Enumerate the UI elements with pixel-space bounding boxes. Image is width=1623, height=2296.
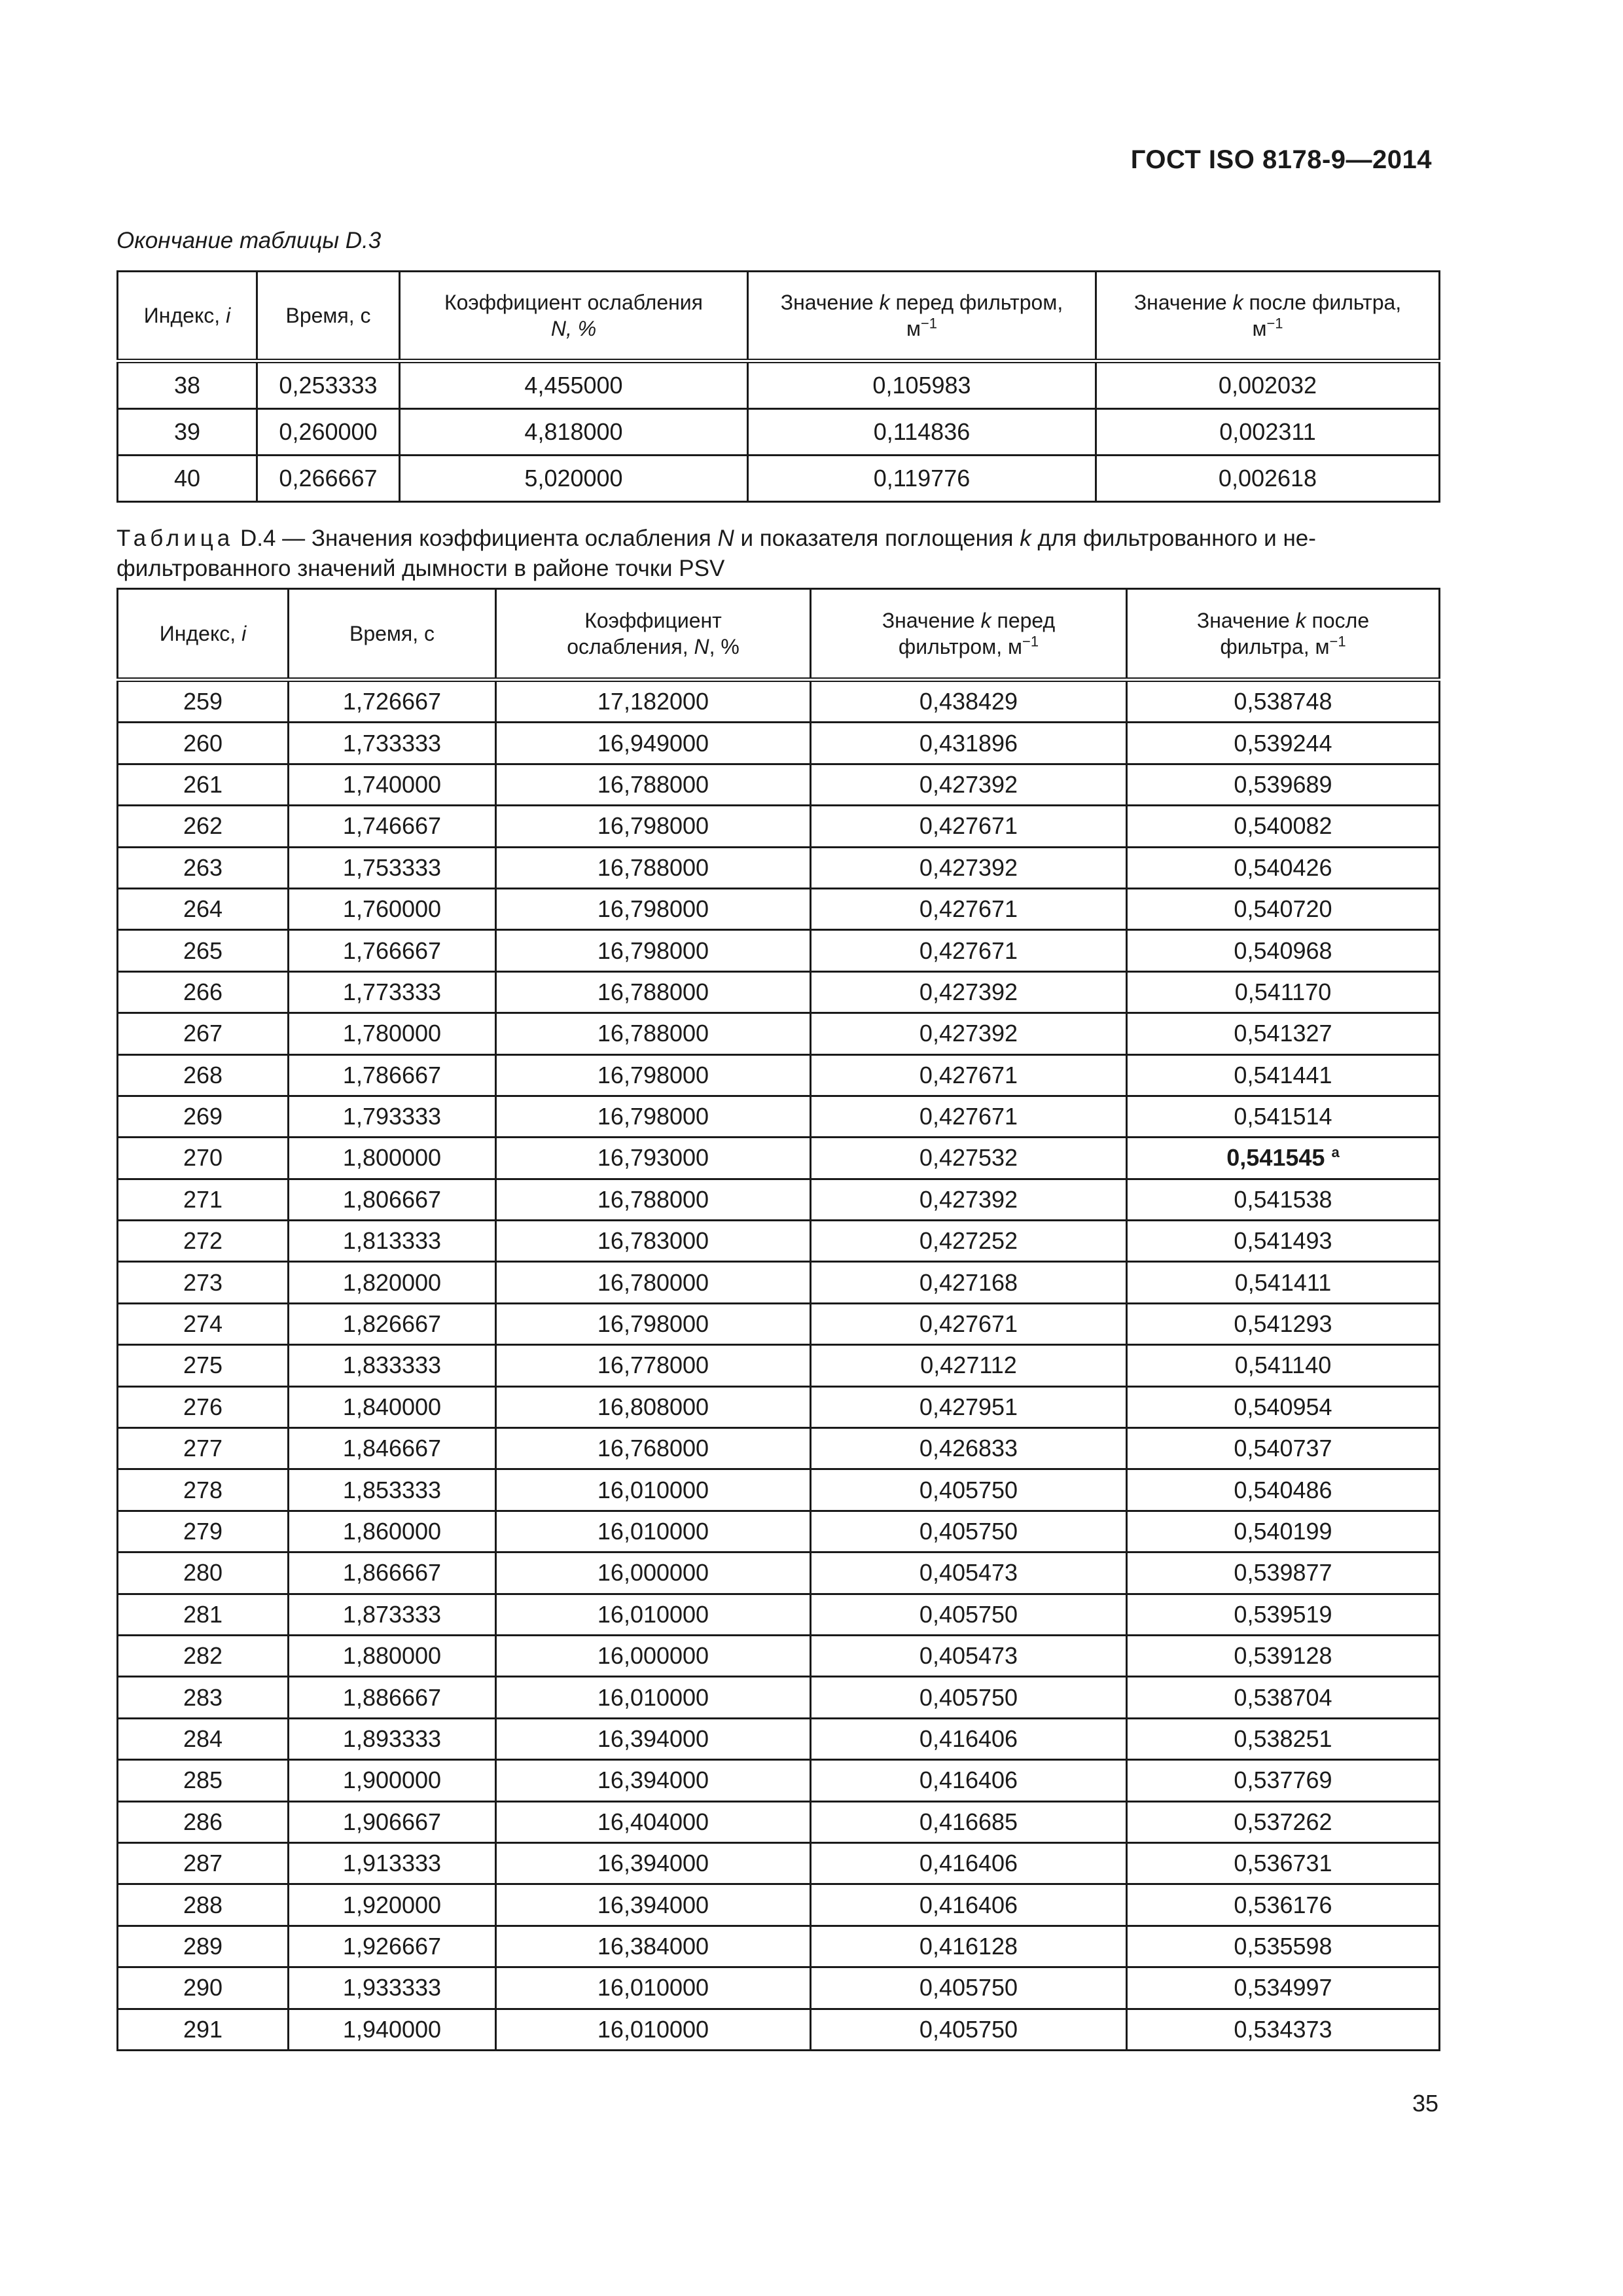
cell-time: 1,920000 [289, 1884, 496, 1926]
col-header-index: Индекс, i [118, 272, 257, 361]
cell-attenuation: 4,818000 [400, 409, 748, 456]
cell-time: 1,733333 [289, 723, 496, 764]
cell-index: 278 [118, 1469, 289, 1511]
cell-k-before: 0,427392 [811, 971, 1127, 1013]
cell-k-before: 0,405473 [811, 1552, 1127, 1594]
cell-attenuation: 16,394000 [496, 1760, 811, 1801]
cell-k-after: 0,541140 [1127, 1345, 1440, 1386]
table-d3-header-row [118, 272, 1440, 361]
cell-k-before: 0,416406 [811, 1842, 1127, 1884]
cell-attenuation: 16,404000 [496, 1801, 811, 1842]
cell-time: 0,253333 [257, 361, 400, 409]
cell-attenuation: 16,798000 [496, 1303, 811, 1344]
cell-index: 288 [118, 1884, 289, 1926]
cell-time: 1,913333 [289, 1842, 496, 1884]
cell-attenuation: 16,788000 [496, 764, 811, 805]
cell-index: 39 [118, 409, 257, 456]
table-row [118, 930, 1440, 971]
table-row [118, 2009, 1440, 2050]
cell-attenuation: 16,394000 [496, 1718, 811, 1759]
cell-attenuation: 16,010000 [496, 1511, 811, 1552]
cell-k-before: 0,405750 [811, 1469, 1127, 1511]
cell-time: 1,746667 [289, 806, 496, 847]
cell-attenuation: 16,808000 [496, 1386, 811, 1427]
cell-k-after: 0,537769 [1127, 1760, 1440, 1801]
cell-time: 1,806667 [289, 1179, 496, 1220]
cell-time: 1,773333 [289, 971, 496, 1013]
table-d3-caption: Окончание таблицы D.3 [116, 228, 382, 253]
cell-k-after: 0,540968 [1127, 930, 1440, 971]
table-row [118, 1096, 1440, 1137]
cell-index: 287 [118, 1842, 289, 1884]
cell-k-before: 0,405750 [811, 1594, 1127, 1635]
table-row [118, 971, 1440, 1013]
table-row [118, 1221, 1440, 1262]
page-number: 35 [1412, 2090, 1438, 2117]
cell-attenuation: 4,455000 [400, 361, 748, 409]
cell-index: 269 [118, 1096, 289, 1137]
cell-time: 1,906667 [289, 1801, 496, 1842]
document-code: ГОСТ ISO 8178-9—2014 [1130, 145, 1432, 174]
cell-k-after: 0,540720 [1127, 888, 1440, 929]
cell-k-after: 0,537262 [1127, 1801, 1440, 1842]
table-row [118, 1054, 1440, 1096]
footnote-mark: а [1331, 1144, 1340, 1161]
table-row [118, 1303, 1440, 1344]
cell-index: 271 [118, 1179, 289, 1220]
cell-k-before: 0,426833 [811, 1428, 1127, 1469]
cell-index: 282 [118, 1635, 289, 1676]
cell-attenuation: 16,788000 [496, 847, 811, 888]
table-row [118, 456, 1440, 502]
cell-attenuation: 5,020000 [400, 456, 748, 502]
cell-k-after: 0,540486 [1127, 1469, 1440, 1511]
cell-time: 1,846667 [289, 1428, 496, 1469]
cell-time: 1,813333 [289, 1221, 496, 1262]
table-d4-header-row [118, 589, 1440, 680]
table-row [118, 1677, 1440, 1718]
cell-k-before: 0,427671 [811, 806, 1127, 847]
cell-k-before: 0,427112 [811, 1345, 1127, 1386]
cell-k-after: 0,538704 [1127, 1677, 1440, 1718]
cell-k-after: 0,539689 [1127, 764, 1440, 805]
cell-k-after: 0,002311 [1096, 409, 1440, 456]
cell-k-before: 0,405750 [811, 1511, 1127, 1552]
cell-k-after: 0,539877 [1127, 1552, 1440, 1594]
cell-k-after: 0,541493 [1127, 1221, 1440, 1262]
cell-index: 272 [118, 1221, 289, 1262]
cell-k-before: 0,114836 [748, 409, 1096, 456]
cell-time: 1,860000 [289, 1511, 496, 1552]
cell-k-after: 0,541545 $^а$ [1127, 1138, 1440, 1179]
cell-time: 1,853333 [289, 1469, 496, 1511]
cell-attenuation: 16,010000 [496, 1594, 811, 1635]
cell-k-after: 0,002618 [1096, 456, 1440, 502]
cell-attenuation: 17,182000 [496, 680, 811, 723]
cell-time: 1,900000 [289, 1760, 496, 1801]
cell-time: 1,800000 [289, 1138, 496, 1179]
cell-index: 263 [118, 847, 289, 888]
table-row [118, 888, 1440, 929]
cell-k-before: 0,427951 [811, 1386, 1127, 1427]
cell-index: 283 [118, 1677, 289, 1718]
cell-attenuation: 16,010000 [496, 1469, 811, 1511]
cell-k-before: 0,431896 [811, 723, 1127, 764]
cell-time: 1,726667 [289, 680, 496, 723]
cell-time: 1,766667 [289, 930, 496, 971]
cell-attenuation: 16,798000 [496, 1054, 811, 1096]
col-header-k-before: Значение k перед фильтром, $м^{-1}$ [748, 272, 1096, 361]
cell-time: 1,820000 [289, 1262, 496, 1303]
cell-time: 1,933333 [289, 1967, 496, 2009]
table-row [118, 409, 1440, 456]
cell-k-after: 0,540426 [1127, 847, 1440, 888]
cell-k-before: 0,427392 [811, 1179, 1127, 1220]
cell-k-after: 0,540737 [1127, 1428, 1440, 1469]
cell-k-after: 0,541327 [1127, 1013, 1440, 1054]
cell-index: 279 [118, 1511, 289, 1552]
table-row [118, 1760, 1440, 1801]
cell-k-before: 0,105983 [748, 361, 1096, 409]
cell-k-before: 0,405750 [811, 1677, 1127, 1718]
cell-k-before: 0,416406 [811, 1760, 1127, 1801]
cell-index: 285 [118, 1760, 289, 1801]
cell-time: 1,786667 [289, 1054, 496, 1096]
table-row [118, 1511, 1440, 1552]
cell-index: 276 [118, 1386, 289, 1427]
cell-k-before: 0,405750 [811, 1967, 1127, 2009]
cell-attenuation: 16,780000 [496, 1262, 811, 1303]
table-d3 [116, 270, 1440, 503]
cell-k-before: 0,405750 [811, 2009, 1127, 2050]
cell-k-after: 0,002032 [1096, 361, 1440, 409]
cell-index: 267 [118, 1013, 289, 1054]
cell-index: 268 [118, 1054, 289, 1096]
col-header-time: Время, с [289, 589, 496, 680]
cell-k-after: 0,540082 [1127, 806, 1440, 847]
cell-attenuation: 16,384000 [496, 1926, 811, 1967]
table-d4 [116, 588, 1440, 2051]
col-header-attenuation: Коэффициент ослабления N, % [400, 272, 748, 361]
cell-attenuation: 16,010000 [496, 1967, 811, 2009]
cell-attenuation: 16,788000 [496, 1179, 811, 1220]
table-row [118, 1262, 1440, 1303]
cell-time: 1,793333 [289, 1096, 496, 1137]
cell-k-before: 0,416685 [811, 1801, 1127, 1842]
cell-index: 291 [118, 2009, 289, 2050]
cell-index: 266 [118, 971, 289, 1013]
cell-time: 1,833333 [289, 1345, 496, 1386]
cell-k-before: 0,427168 [811, 1262, 1127, 1303]
cell-k-after: 0,539244 [1127, 723, 1440, 764]
table-row [118, 764, 1440, 805]
cell-attenuation: 16,793000 [496, 1138, 811, 1179]
cell-time: 0,260000 [257, 409, 400, 456]
cell-time: 1,826667 [289, 1303, 496, 1344]
cell-k-after: 0,536731 [1127, 1842, 1440, 1884]
cell-k-before: 0,416128 [811, 1926, 1127, 1967]
col-header-index: Индекс, i [118, 589, 289, 680]
cell-k-after: 0,541293 [1127, 1303, 1440, 1344]
cell-time: 1,886667 [289, 1677, 496, 1718]
cell-index: 290 [118, 1967, 289, 2009]
cell-index: 262 [118, 806, 289, 847]
cell-time: 1,780000 [289, 1013, 496, 1054]
cell-index: 40 [118, 456, 257, 502]
cell-attenuation: 16,949000 [496, 723, 811, 764]
cell-time: 1,753333 [289, 847, 496, 888]
cell-k-before: 0,427252 [811, 1221, 1127, 1262]
cell-k-after: 0,540954 [1127, 1386, 1440, 1427]
cell-attenuation: 16,798000 [496, 806, 811, 847]
cell-index: 274 [118, 1303, 289, 1344]
cell-k-after: 0,538251 [1127, 1718, 1440, 1759]
table-row [118, 1013, 1440, 1054]
table-row [118, 1801, 1440, 1842]
cell-attenuation: 16,798000 [496, 930, 811, 971]
cell-k-before: 0,427671 [811, 1054, 1127, 1096]
table-row [118, 806, 1440, 847]
cell-index: 259 [118, 680, 289, 723]
table-row [118, 1635, 1440, 1676]
cell-time: 1,880000 [289, 1635, 496, 1676]
table-row [118, 1718, 1440, 1759]
cell-index: 277 [118, 1428, 289, 1469]
cell-k-after: 0,534997 [1127, 1967, 1440, 2009]
table-row [118, 680, 1440, 723]
cell-k-before: 0,427671 [811, 930, 1127, 971]
cell-attenuation: 16,768000 [496, 1428, 811, 1469]
cell-time: 1,873333 [289, 1594, 496, 1635]
cell-k-before: 0,438429 [811, 680, 1127, 723]
table-row [118, 723, 1440, 764]
cell-index: 261 [118, 764, 289, 805]
cell-attenuation: 16,010000 [496, 2009, 811, 2050]
cell-k-after: 0,541441 [1127, 1054, 1440, 1096]
cell-index: 280 [118, 1552, 289, 1594]
cell-attenuation: 16,000000 [496, 1635, 811, 1676]
table-row [118, 847, 1440, 888]
cell-index: 286 [118, 1801, 289, 1842]
cell-index: 265 [118, 930, 289, 971]
cell-attenuation: 16,778000 [496, 1345, 811, 1386]
cell-k-after: 0,541170 [1127, 971, 1440, 1013]
table-row [118, 361, 1440, 409]
table-row [118, 1386, 1440, 1427]
cell-k-after: 0,536176 [1127, 1884, 1440, 1926]
cell-k-before: 0,427671 [811, 1096, 1127, 1137]
table-row [118, 1884, 1440, 1926]
cell-attenuation: 16,788000 [496, 1013, 811, 1054]
cell-k-after: 0,541514 [1127, 1096, 1440, 1137]
cell-index: 281 [118, 1594, 289, 1635]
cell-k-after: 0,540199 [1127, 1511, 1440, 1552]
cell-k-after: 0,538748 [1127, 680, 1440, 723]
cell-time: 1,740000 [289, 764, 496, 805]
table-row [118, 1428, 1440, 1469]
col-header-k-after: Значение k после фильтра, $м^{-1}$ [1127, 589, 1440, 680]
cell-time: 1,940000 [289, 2009, 496, 2050]
cell-index: 273 [118, 1262, 289, 1303]
cell-attenuation: 16,783000 [496, 1221, 811, 1262]
cell-time: 1,840000 [289, 1386, 496, 1427]
cell-k-after: 0,541538 [1127, 1179, 1440, 1220]
cell-k-before: 0,427392 [811, 1013, 1127, 1054]
cell-index: 270 [118, 1138, 289, 1179]
cell-index: 264 [118, 888, 289, 929]
table-row [118, 1594, 1440, 1635]
cell-time: 1,760000 [289, 888, 496, 929]
cell-attenuation: 16,394000 [496, 1842, 811, 1884]
cell-attenuation: 16,010000 [496, 1677, 811, 1718]
cell-index: 275 [118, 1345, 289, 1386]
cell-time: 1,926667 [289, 1926, 496, 1967]
cell-attenuation: 16,798000 [496, 888, 811, 929]
cell-k-after: 0,539519 [1127, 1594, 1440, 1635]
cell-k-after: 0,535598 [1127, 1926, 1440, 1967]
table-row [118, 1842, 1440, 1884]
table-row [118, 1926, 1440, 1967]
cell-attenuation: 16,788000 [496, 971, 811, 1013]
cell-attenuation: 16,000000 [496, 1552, 811, 1594]
cell-k-after: 0,534373 [1127, 2009, 1440, 2050]
table-row [118, 1552, 1440, 1594]
cell-time: 1,866667 [289, 1552, 496, 1594]
cell-k-before: 0,427392 [811, 764, 1127, 805]
cell-index: 38 [118, 361, 257, 409]
table-row [118, 1138, 1440, 1179]
cell-k-after: 0,539128 [1127, 1635, 1440, 1676]
cell-k-before: 0,427671 [811, 1303, 1127, 1344]
table-row [118, 1179, 1440, 1220]
col-header-attenuation: Коэффициент ослабления, N, % [496, 589, 811, 680]
table-row [118, 1469, 1440, 1511]
table-d4-caption: Таблица D.4 — Значения коэффициента ослабления N и показателя поглощения k для фильтрованного и не-фильтрованного значений дымности в районе точки PSV [116, 526, 1316, 581]
cell-time: 0,266667 [257, 456, 400, 502]
col-header-k-before: Значение k перед фильтром, $м^{-1}$ [811, 589, 1127, 680]
cell-k-before: 0,427671 [811, 888, 1127, 929]
cell-index: 260 [118, 723, 289, 764]
table-row [118, 1967, 1440, 2009]
col-header-k-after: Значение k после фильтра, $м^{-1}$ [1096, 272, 1440, 361]
table-row [118, 1345, 1440, 1386]
cell-k-before: 0,119776 [748, 456, 1096, 502]
cell-k-before: 0,416406 [811, 1718, 1127, 1759]
cell-k-before: 0,405473 [811, 1635, 1127, 1676]
col-header-time: Время, с [257, 272, 400, 361]
cell-attenuation: 16,798000 [496, 1096, 811, 1137]
cell-k-before: 0,416406 [811, 1884, 1127, 1926]
cell-k-after: 0,541411 [1127, 1262, 1440, 1303]
cell-index: 289 [118, 1926, 289, 1967]
cell-attenuation: 16,394000 [496, 1884, 811, 1926]
cell-time: 1,893333 [289, 1718, 496, 1759]
cell-k-before: 0,427532 [811, 1138, 1127, 1179]
cell-index: 284 [118, 1718, 289, 1759]
cell-k-before: 0,427392 [811, 847, 1127, 888]
